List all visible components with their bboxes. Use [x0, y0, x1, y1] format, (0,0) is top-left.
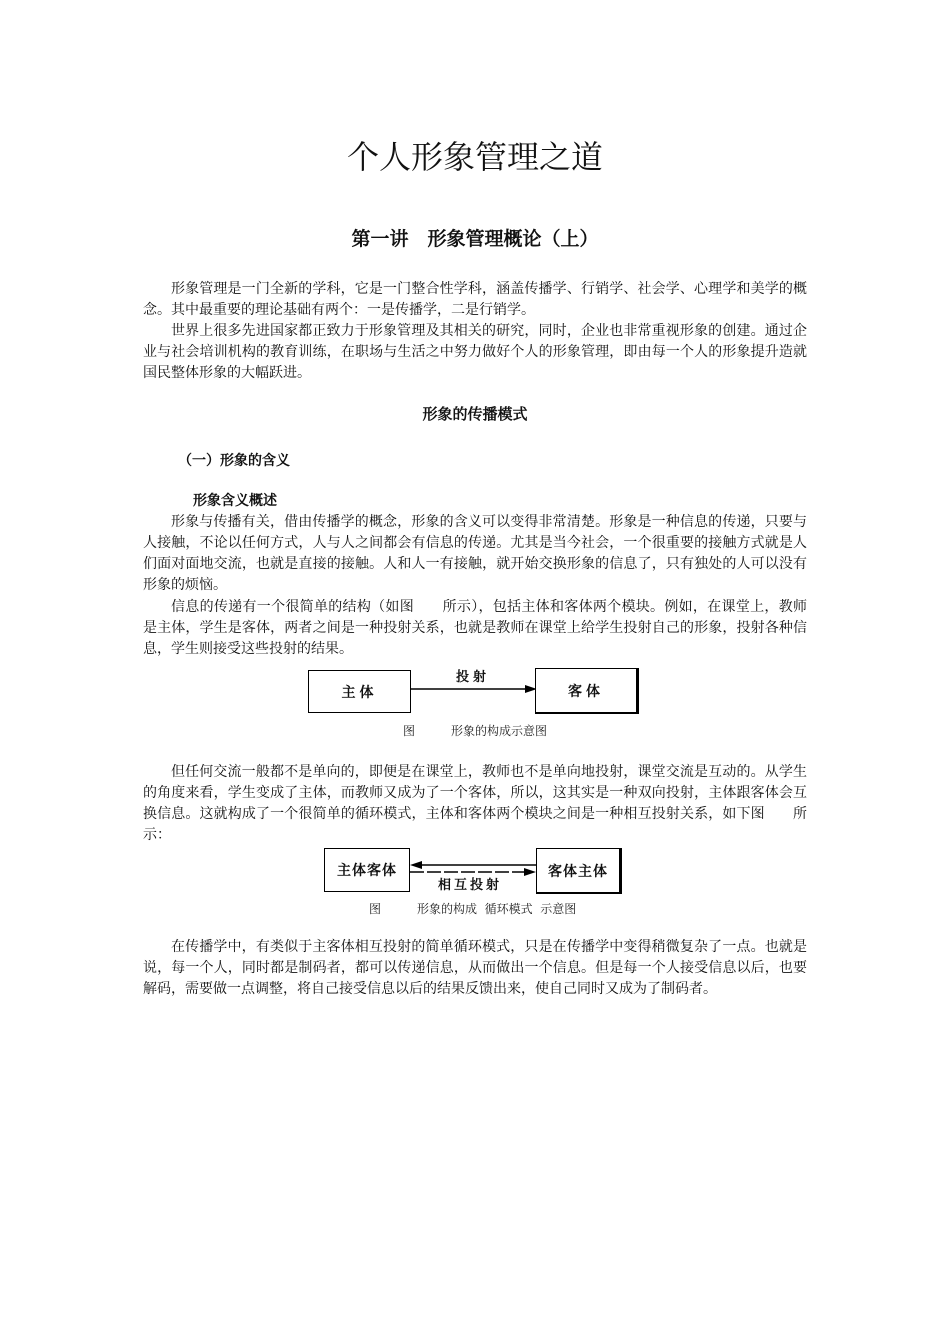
intro-paragraph-2: 世界上很多先进国家都正致力于形象管理及其相关的研究，同时，企业也非常重视形象的创建。通过企业与社会培训机构的教育训练，在职场与生活之中努力做好个人的形象管理，即由每一个人的形象提升造就国民整体形象的大幅跃进。: [143, 323, 807, 381]
subsection-title: （一）形象的含义: [178, 453, 290, 469]
figure-1-diagram: [308, 666, 640, 716]
lecture-title: 第一讲 形象管理概论（上）: [351, 228, 599, 250]
body-paragraph-2: 信息的传递有一个很简单的结构（如图 所示），包括主体和客体两个模块。例如，在课堂上，教师是主体，学生是客体，两者之间是一种投射关系，也就是教师在课堂上给学生投射自己的形象，投射各种信息，学生则接受这些投射的结果。: [143, 599, 807, 657]
projection-arrow-icon: [411, 682, 537, 696]
topic-title: 形象含义概述: [193, 493, 277, 509]
figure-1-caption: 图 形象的构成示意图: [403, 724, 548, 738]
projection-label: 投射: [456, 670, 491, 685]
figure-2-caption: 图 形象的构成 循环模式 示意图: [369, 902, 577, 916]
body-paragraph-3: 但任何交流一般都不是单向的，即便是在课堂上，教师也不是单向地投射，课堂交流是互动的。从学生的角度来看，学生变成了主体，而教师又成为了一个客体，所以，这其实是一种双向投射，主体跟客体会互换信息。这就构成了一个很简单的循环模式，主体和客体两个模块之间是一种相互投射关系，如下图 所示：: [143, 764, 807, 843]
object-subject-box: 客体主体: [536, 848, 622, 894]
section-title: 形象的传播模式: [422, 405, 528, 423]
subject-box: 主体: [308, 670, 411, 713]
subject-object-box: 主体客体: [324, 848, 410, 892]
document-title: 个人形象管理之道: [346, 138, 603, 176]
mutual-projection-label: 相互投射: [438, 878, 503, 893]
intro-paragraph-1: 形象管理是一门全新的学科，它是一门整合性学科，涵盖传播学、行销学、社会学、心理学和美学的概念。其中最重要的理论基础有两个：一是传播学，二是行销学。: [143, 281, 807, 318]
body-paragraph-1: 形象与传播有关，借由传播学的概念，形象的含义可以变得非常清楚。形象是一种信息的传递，只要与人接触，不论以任何方式，人与人之间都会有信息的传递。尤其是当今社会，一个很重要的接触方式就是人们面对面地交流，也就是直接的接触。人和人一有接触，就开始交换形象的信息了，只有独处的人可以没有形象的烦恼。: [143, 514, 807, 593]
object-box: 客体: [535, 668, 639, 714]
body-paragraph-4: 在传播学中，有类似于主客体相互投射的简单循环模式，只是在传播学中变得稍微复杂了一点。也就是说，每一个人，同时都是制码者，都可以传递信息，从而做出一个信息。但是每一个人接受信息以后，也要解码，需要做一点调整，将自己接受信息以后的结果反馈出来，使自己同时又成为了制码者。: [143, 939, 807, 997]
figure-2-diagram: [324, 846, 624, 896]
